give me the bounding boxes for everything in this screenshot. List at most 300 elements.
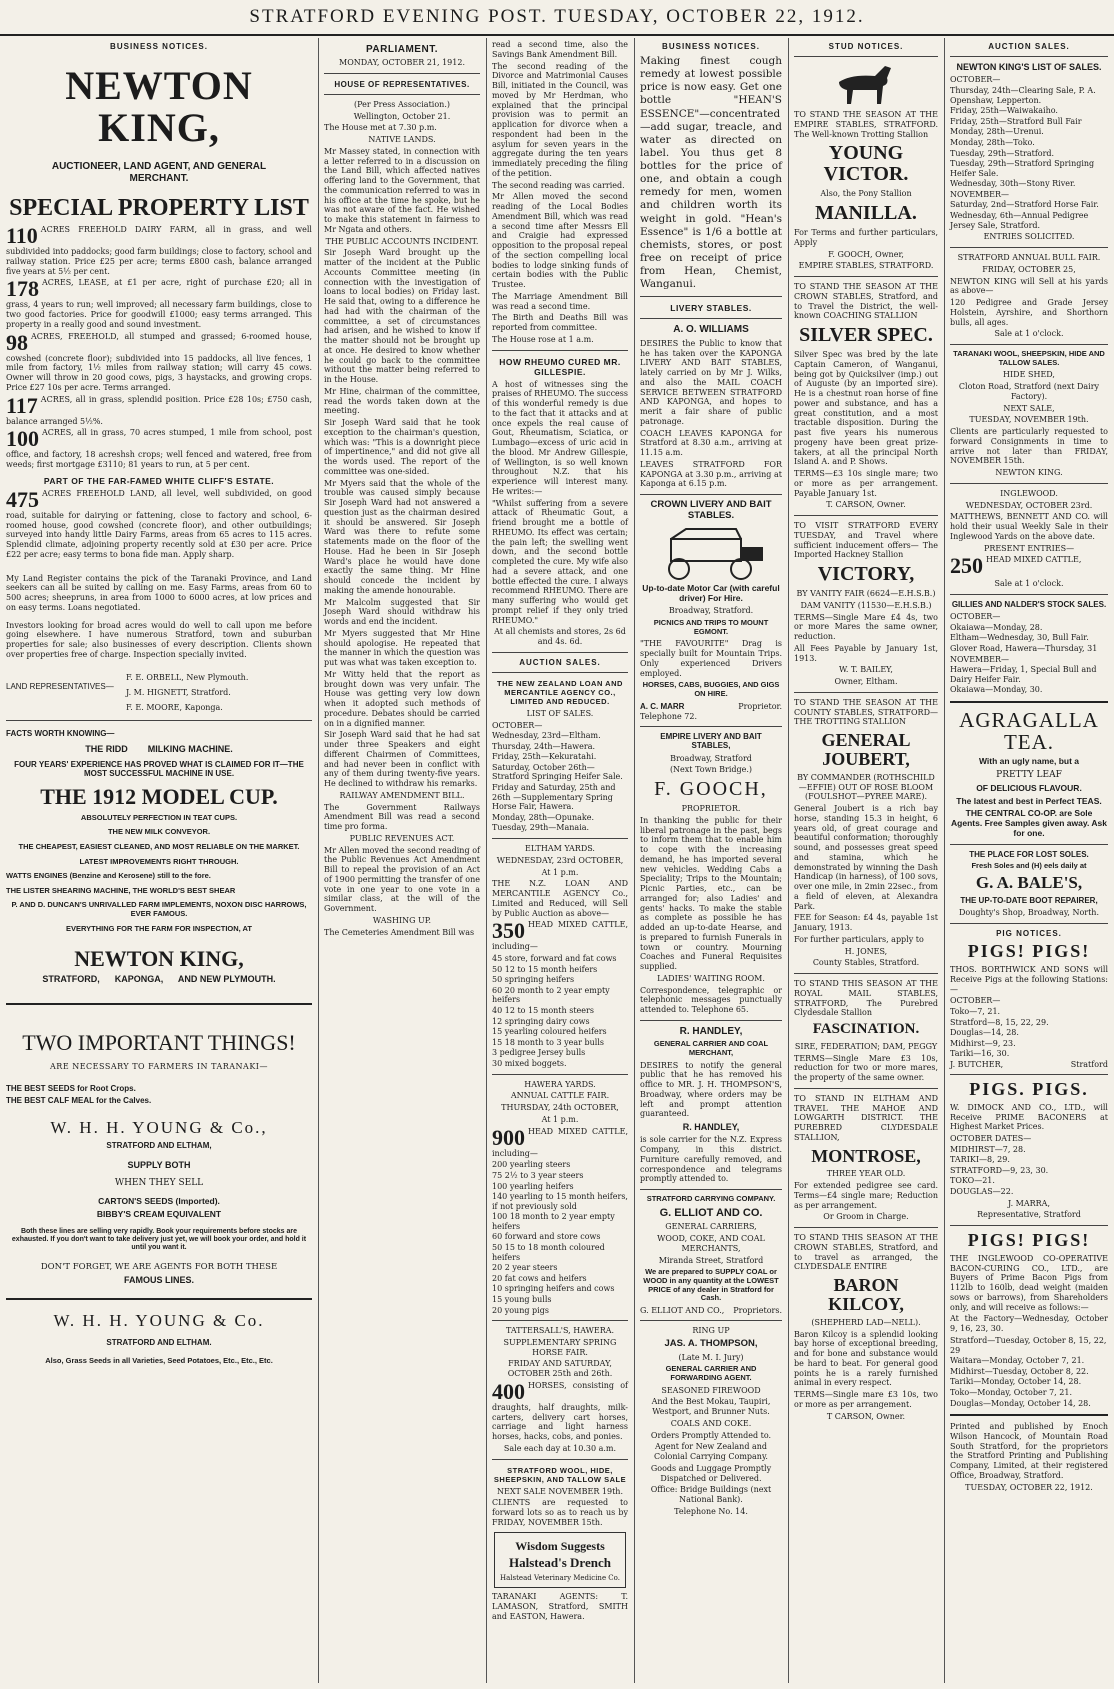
subheading: WASHING UP.	[372, 915, 432, 925]
advertiser-name: NEWTON KING,	[74, 946, 244, 972]
divider	[640, 726, 782, 727]
divider	[492, 350, 628, 351]
gooch-proprietor: PROPRIETOR.	[681, 804, 741, 814]
head-text: HEAD MIXED CATTLE,	[986, 555, 1082, 565]
wisdom-title: Wisdom Suggests	[515, 1538, 605, 1553]
horses	[492, 1378, 628, 1442]
head-number: 350	[492, 918, 525, 944]
station-entry: Waitara—Monday, October 7, 21.	[950, 1356, 1085, 1366]
divider	[6, 1003, 312, 1005]
pigs-title: PIGS. PIGS.	[969, 1078, 1089, 1099]
handley-name: R. HANDLEY,	[682, 1122, 740, 1133]
station-entry: Stratford—8, 15, 22, 29.	[950, 1017, 1049, 1027]
section-header: AUCTION SALES.	[988, 42, 1070, 51]
agragalla-line: THE CENTRAL CO-OP. are Sole Agents. Free Samples given away. Ask for one.	[951, 808, 1107, 838]
station-entry: TARIKI—8, 29.	[950, 1155, 1010, 1165]
station-entry: TOKO—21.	[950, 1176, 995, 1186]
fresh-line: Fresh Soles and (H) eels daily at	[971, 860, 1087, 870]
article-paragraph: Mr Malcolm suggested that Sir Joseph Ward should withdraw his words and end the incident.	[324, 597, 480, 626]
divider	[640, 318, 782, 319]
dam-line: DAM VANITY (11530—E.H.S.B.)	[800, 600, 932, 610]
column-stud-notices	[788, 38, 944, 1683]
divider	[950, 344, 1108, 345]
divider	[794, 276, 938, 277]
divider	[794, 1088, 938, 1089]
stallion-text: Baron Kilcoy is a splendid looking bay horse of exceptional breeding, and for bone and substance would be hard to beat. For general good points he is a rarely furnished animal in every respect.	[794, 1329, 938, 1388]
stock-item: 75 2½ to 3 year steers	[492, 1170, 584, 1180]
ladies-room: LADIES' WAITING ROOM.	[657, 973, 765, 983]
divider	[492, 1459, 628, 1460]
terms-line: TERMS—Single Mare £4 4s, two or more Mares the same owner, reduction.	[794, 612, 938, 641]
sale-entry: Thursday, 24th—Hawera.	[492, 741, 596, 751]
yards-date: WEDNESDAY, 23rd OCTOBER,	[496, 855, 624, 865]
sale-entry: Wednesday, 23rd—Eltham.	[492, 731, 601, 741]
stallion-name: MONTROSE,	[811, 1145, 921, 1166]
stock-item: 60 20 month to 2 year empty heifers	[492, 985, 610, 1005]
month-label: OCTOBER DATES—	[950, 1134, 1032, 1144]
elliot-name: G. ELLIOT AND CO.,	[640, 1305, 725, 1315]
wellington-line: Wellington, October 21.	[353, 111, 451, 121]
stock-item: 20 young pigs	[492, 1305, 549, 1315]
proprietor-label: Proprietor.	[738, 701, 782, 711]
article-paragraph: The second reading of the Divorce and Matrimonial Causes Bill, initiated in the Council, was moved by Mr Herdman, who explained that the principal provision was to permit an application for divorce when a respondent had been in the asylum for seven years in the aggregate during the ten years immediately preceding the filing of the petition.	[492, 61, 628, 178]
owner-line: H. JONES,	[844, 946, 888, 956]
sire-line: SIRE, FEDERATION; DAM, PEGGY	[794, 1041, 938, 1051]
house-heading: HOUSE OF REPRESENTATIVES.	[334, 79, 470, 89]
station-entry: Douglas—Monday, October 14, 28.	[950, 1398, 1091, 1408]
stud-intro: TO STAND THIS SEASON AT THE ROYAL MAIL STABLES, STRATFORD, The Purebred Clydesdale Stallion	[794, 979, 938, 1018]
article-paragraph: Sir Joseph Ward said that he took exception to the chairman's question, which was: "This is a downright piece of impertinence," and did not give all the words used. The report of the committee was one-sided.	[324, 418, 480, 476]
favourite-line: "THE FAVOURITE" Drag is specially built for Mountain Trips. Only experienced Drivers employed.	[640, 639, 782, 678]
borthwick-text: THOS. BORTHWICK AND SONS will Receive Pigs at the following Stations:—	[950, 965, 1108, 994]
head-text: HORSES, consisting of draughts, half draughts, milk-carters, delivery cart horses, carriage and light harness horses, hacks, cobs, and ponies.	[492, 1380, 628, 1442]
elliot-addr: Miranda Street, Stratford	[658, 1255, 764, 1265]
bale-addr: Doughty's Shop, Broadway, North.	[958, 908, 1099, 918]
column-news-auctions	[486, 38, 634, 1683]
inglewood-title: INGLEWOOD.	[1000, 488, 1058, 498]
column-parliament	[318, 38, 486, 1683]
handley-text: is sole carrier for the N.Z. Express Company, in this district. Furniture carefully removed, and correspondence and telegrams promptly attended to.	[640, 1135, 782, 1184]
acres-number: 475	[6, 486, 39, 512]
pigs-title: PIGS! PIGS!	[967, 941, 1091, 962]
divider	[492, 838, 628, 839]
bull-fair-title: STRATFORD ANNUAL BULL FAIR.	[957, 253, 1101, 262]
sale-entry: Thursday, 24th—Clearing Sale, P. A. Openshaw, Lepperton.	[950, 85, 1096, 105]
sale-entry: Monday, 28th—Toko.	[950, 137, 1035, 147]
month-label: OCTOBER—	[950, 75, 1001, 85]
marr-row	[640, 702, 782, 711]
broadway-line: Broadway, Stratford.	[668, 606, 754, 616]
horses-line: HORSES, CABS, BUGGIES, AND GIGS ON HIRE.	[642, 680, 780, 698]
carrying-title: STRATFORD CARRYING COMPANY.	[646, 1194, 776, 1204]
property-text: ACRES, all in grass, splendid position. Price £28 10s; £750 cash, balance arranged 5½%.	[6, 394, 312, 426]
clients-notice: CLIENTS are requested to forward lots so as to reach us by FRIDAY, NOVEMBER 15th.	[492, 1498, 628, 1527]
at-factory: At the Factory—Wednesday, October 9, 16, 23, 30.	[950, 1314, 1108, 1334]
property-listing	[6, 486, 312, 560]
office: Office: Bridge Buildings (next National Bank).	[650, 1485, 772, 1505]
marra-sub: Representative, Stratford	[977, 1210, 1081, 1220]
agragalla-line: PRETTY LEAF	[996, 769, 1062, 780]
further-line: For further particulars, apply to	[794, 934, 924, 944]
terms-line: TERMS—Single mare £3 10s, two or more as per arrangement.	[794, 1390, 938, 1409]
station-entry: STRATFORD—9, 23, 30.	[950, 1165, 1049, 1175]
list-of-sales: LIST OF SALES.	[526, 708, 594, 718]
article-paragraph: The Government Railways Amendment Bill was read a second time pro forma.	[324, 802, 480, 831]
yards-title: ELTHAM YARDS.	[525, 844, 595, 854]
property-text: ACRES, FREEHOLD, all stumped and grassed; 6-roomed house, cowshed (concrete floor); subdivided into 15 paddocks, all live fences, 1 mile from factory, 1½ miles from railway station; will carry 45 cows. Owner will throw in 20 good cows, pigs, 3 haystacks, and growing crops. Price £27 10s per acre. Terms arranged.	[6, 331, 312, 392]
divider	[794, 973, 938, 974]
stock-item: 15 yearling coloured heifers	[492, 1027, 607, 1037]
divider	[950, 483, 1108, 484]
gooch-text: In thanking the public for their liberal patronage in the past, begs to inform them that to enable him to cope with the increasing demand, he has imported several new vehicles. Wedding Cabs a Speciality; Trips to the Mountain; Picnic Parties, etc., can be arranged for; also Ladies' and gents' hacks. To make the stable as complete as possible he has added an up-to-date Hearse, and is prepared to furnish Funerals in town or country. Mourning Coaches and Funeral Requisites supplied.	[640, 815, 782, 972]
butcher-row	[950, 1060, 1108, 1069]
stock-item: 20 2 year steers	[492, 1263, 558, 1273]
necessary-line: ARE NECESSARY TO FARMERS IN TARANAKI—	[50, 1061, 268, 1071]
station-entry: MIDHIRST—7, 28.	[950, 1144, 1026, 1154]
telephone-line: Telephone No. 14.	[674, 1506, 748, 1516]
sale-entry: Eltham—Wednesday, 30, Bull Fair.	[950, 633, 1089, 643]
divider	[640, 1320, 782, 1321]
stock-item: 100 18 month to 2 year empty heifers	[492, 1212, 615, 1231]
subheading: RAILWAY AMENDMENT BILL.	[339, 790, 465, 800]
terms-line: TERMS—Single Mare £3 10s, reduction for two or more mares, the property of the same owner.	[794, 1053, 938, 1083]
sale-entry: Friday, 25th—Kekuratahi.	[492, 752, 597, 762]
pony-line: Also, the Pony Stallion	[820, 189, 912, 199]
two-things-title: TWO IMPORTANT THINGS!	[22, 1029, 296, 1055]
section-header: AUCTION SALES.	[519, 657, 601, 667]
stud-intro: TO VISIT STRATFORD EVERY TUESDAY, and Travel where sufficient inducement offers— The Imported Hackney Stallion	[794, 521, 938, 560]
halstead-ad	[494, 1532, 626, 1589]
sale-entry: Saturday, October 26th—Stratford Springing Heifer Sale.	[492, 762, 623, 782]
list-title: SPECIAL PROPERTY LIST	[9, 195, 309, 221]
divider	[950, 594, 1108, 595]
divider	[640, 1020, 782, 1021]
divider	[324, 73, 480, 74]
handley-sub: GENERAL CARRIER AND COAL MERCHANT,	[653, 1039, 769, 1057]
tattersall-title: TATTERSALL'S, HAWERA.	[505, 1326, 615, 1336]
correspondence: Correspondence, telegraphic or telephonic messages punctually attended to. Telephone 65.	[640, 985, 782, 1015]
horse-illustration	[831, 62, 901, 108]
acres-number: 178	[6, 276, 39, 302]
divider	[640, 494, 782, 495]
article-paragraph: The second reading was carried.	[492, 180, 625, 190]
article-paragraph: The Birth and Deaths Bill was reported from committee.	[492, 313, 628, 332]
butcher-loc: Stratford	[1070, 1059, 1108, 1069]
divider	[950, 56, 1108, 57]
model-line: WATTS ENGINES (Benzine and Kerosene) still to the fore.	[6, 871, 211, 881]
representative: F. E. MOORE, Kaponga.	[126, 703, 223, 713]
sale-entry: Friday and Saturday, 25th and 26th —Supplementary Spring Horse Fair, Hawera.	[492, 783, 616, 812]
agragalla-line: The latest and best in Perfect TEAS.	[956, 795, 1102, 806]
ring-up: RING UP	[692, 1325, 730, 1335]
inglewood-coop-text: THE INGLEWOOD CO-OPERATIVE BACON-CURING CO., LTD., are Buyers of Prime Bacon Pigs from 112lb to 160lb, dead weight (maiden sows or barrows), from Shareholders only, and will receive as follows:—	[950, 1253, 1108, 1312]
subheading: THE PUBLIC ACCOUNTS INCIDENT.	[325, 236, 479, 246]
marr-name: A. C. MARR	[640, 701, 685, 711]
terms-line: For Terms and further particulars, Apply	[794, 228, 938, 247]
sale-entry: Wednesday, 30th—Stony River.	[950, 179, 1076, 189]
sale-entry: Glover Road, Hawera—Thursday, 31	[950, 643, 1098, 653]
stallion-name: YOUNG VICTOR.	[823, 142, 909, 186]
elliot-row	[640, 1306, 782, 1315]
nk-signature: NEWTON KING.	[995, 468, 1063, 477]
divider	[640, 296, 782, 297]
groom-line: Or Groom in Charge.	[823, 1212, 909, 1222]
divider	[640, 1189, 782, 1190]
coal-line: We are prepared to SUPPLY COAL or WOOD in any quantity at the LOWEST PRICE of any dealer in Stratford for Cash.	[643, 1267, 779, 1303]
article-paragraph: Mr Allen moved the second reading of the Public Revenues Act Amendment Bill to repeal the provision of an Act of 1900 permitting the transfer of one vote in one year to one vote in a similar class, at the will of the Government.	[324, 845, 480, 913]
young-sub: STRATFORD AND ELTHAM,	[106, 1140, 212, 1150]
property-listing	[6, 329, 312, 393]
famous-line: FAMOUS LINES.	[123, 1275, 194, 1286]
cartons-line: CARTON'S SEEDS (Imported).	[98, 1196, 220, 1207]
sale-entry: Okaiawa—Monday, 28.	[950, 622, 1043, 632]
next-sale: NEXT SALE,	[1003, 403, 1055, 413]
wool-title: STRATFORD WOOL, HIDE, SHEEPSKIN, AND TALLOW SALE	[493, 1465, 627, 1484]
stallion-text: Silver Spec was bred by the late Captain Cameron, of Wanganui, being got by Quicksilver (imp.) out of Auguste (by an imported sire). He is a chestnut roan horse of fine power and substance, and has a great constitution, and a most tractable disposition. During the past five years his numerous progeny have been great prize-takers, at all the principal North Island A. and P. Shows.	[794, 350, 938, 467]
bale-name: G. A. BALE'S,	[975, 873, 1083, 893]
supp-date: FRIDAY AND SATURDAY, OCTOBER 25th and 26th.	[507, 1359, 613, 1379]
sale-entry: Okaiawa—Monday, 30.	[950, 685, 1043, 695]
fees-line: FEE for Season: £4 4s, payable 1st January, 1913.	[794, 913, 938, 933]
column-auction-sales	[944, 38, 1114, 1683]
owner-line: T. CARSON, Owner.	[826, 500, 906, 510]
station-entry: Midhirst—Tuesday, October 8, 22.	[950, 1366, 1089, 1376]
article-paragraph: Mr Myers suggested that Mr Hine should apologise. He repeated that the manner in which the question was put was what was taken exception to.	[324, 628, 480, 667]
property-text: ACRES FREEHOLD LAND, all level, well subdivided, on good road, suitable for dairying or fattening, close to factory and school, 6-roomed house, good cowshed (concrete floor), and other outbuildings; surveyed into handy little Dairy Farms, areas from 65 acres to 115 acres. Splendid climate, adjoining property recently sold at £30 per acre. Price £22 per acre; easy terms to bona fide man. Apply sharp.	[6, 488, 312, 559]
divider	[950, 701, 1108, 703]
stallion-name: VICTORY,	[817, 563, 915, 585]
sale-entry: Wednesday, 6th—Annual Pedigree Jersey Sale, Stratford.	[950, 211, 1089, 230]
divider	[950, 923, 1108, 924]
agent: Agent for New Zealand and Colonial Carrying Company.	[654, 1442, 768, 1462]
yards-title: HAWERA YARDS.	[524, 1079, 596, 1089]
model-cup-title: THE 1912 MODEL CUP.	[40, 783, 278, 809]
property-text: ACRES, all in grass, 70 acres stumped, 1 mile from school, post office, and factory, 18 acreshsh crops; well fenced and watered, free from weeds; first mortgage £3110; 81 years to run, at 5 per cent.	[6, 428, 312, 470]
sale-entry: Monday, 28th—Urenui.	[950, 127, 1044, 137]
motor-line: Up-to-date Motor Car (with careful driver) For Hire.	[642, 582, 780, 603]
forwarding-line: GENERAL CARRIER AND FORWARDING AGENT.	[665, 1364, 757, 1382]
stallion-name: GENERAL JOUBERT,	[821, 730, 911, 769]
stables-line: County Stables, Stratford.	[812, 958, 920, 968]
sale-entry: Tuesday, 29th—Stratford.	[950, 148, 1055, 158]
empire-title: EMPIRE LIVERY AND BAIT STABLES,	[660, 732, 762, 751]
williams-text: DESIRES the Public to know that he has taken over the KAPONGA LIVERY AND BAIT STABLES, lately carried on by Mr J. Wilks, and also the MAIL COACH SERVICE BETWEEN STRATFORD AND KAPONGA, and hopes to merit a fair share of public patronage.	[640, 338, 782, 426]
stud-intro: TO STAND THE SEASON AT THE COUNTY STABLES, STRATFORD— THE TROTTING STALLION	[794, 697, 938, 727]
sale-entry: Tuesday, 29th—Manaia.	[492, 823, 590, 833]
divider	[950, 1074, 1108, 1075]
stock-item: 15 young bulls	[492, 1295, 552, 1305]
section-header: PARLIAMENT.	[366, 44, 438, 55]
picnics-line: PICNICS AND TRIPS TO MOUNT EGMONT.	[653, 618, 769, 636]
empire-next: (Next Town Bridge.)	[669, 765, 753, 775]
coach-line: COACH LEAVES KAPONGA for Stratford at 8.30 a.m., arriving at 11.15 a.m.	[640, 428, 782, 457]
agragalla-line: OF DELICIOUS FLAVOUR.	[976, 782, 1082, 793]
divider	[492, 672, 628, 673]
gooch-name: F. GOOCH,	[654, 778, 768, 801]
seeds-line: THE BEST CALF MEAL for the Calves.	[6, 1095, 152, 1105]
representative: F. E. ORBELL, New Plymouth.	[126, 672, 249, 682]
parliament-date: MONDAY, OCTOBER 21, 1912.	[339, 58, 465, 67]
model-line: EVERYTHING FOR THE FARM FOR INSPECTION, AT	[66, 923, 252, 933]
property-text: ACRES FREEHOLD DAIRY FARM, all in grass, and well subdivided into paddocks; good farm buildings; close to factory, school and railway station. Price £25 per acre; terms £800 cash, balance arranged five years at 5½ per cent.	[6, 225, 312, 276]
divider	[950, 247, 1108, 248]
imprint: Printed and published by Enoch Wilson Hancock, of Mountain Road South Stratford, for the proprietors the Stratford Printing and Publishing Company, Limited, at their registered Office, Broadway, Stratford.	[950, 1422, 1108, 1480]
yards-time: At 1 p.m.	[541, 867, 579, 877]
bull-fair-items: 120 Pedigree and Grade Jersey Holstein, Ayrshire, and Shorthorn bulls, all ages.	[950, 298, 1108, 327]
inglewood-date: WEDNESDAY, OCTOBER 23rd.	[965, 500, 1093, 510]
elliot-sub: GENERAL CARRIERS,	[665, 1222, 757, 1232]
owner-line: W. T. BAILEY,	[839, 665, 893, 675]
article-paragraph: Mr Massey stated, in connection with a letter referred to in a discussion on the Land Bill, which affected natives offering land to the Government, that the communication referred to was in his office at the time he spoke, but he was not aware of the fact. He wished to make this statement in fairness to Mr Ngata and others.	[324, 146, 480, 234]
halstead-title: Halstead's Drench	[509, 1555, 611, 1571]
divider	[794, 1227, 938, 1228]
matthews-text: MATTHEWS, BENNETT AND CO. will hold their usual Weekly Sale in their Inglewood Yards on the above date.	[950, 512, 1108, 541]
stock-item: 12 springing dairy cows	[492, 1016, 590, 1026]
empire-addr: Broadway, Stratford	[670, 753, 752, 763]
model-line: ABSOLUTELY PERFECTION IN TEAT CUPS.	[80, 812, 238, 822]
livery-header: LIVERY STABLES.	[670, 303, 752, 314]
sale-entry: Hawera—Friday, 1, Special Bull and Dairy Heifer Fair.	[950, 665, 1097, 684]
entries-line: ENTRIES SOLICITED.	[983, 232, 1075, 242]
williams-name: A. O. WILLIAMS	[673, 324, 749, 336]
model-line: LATEST IMPROVEMENTS RIGHT THROUGH.	[79, 856, 239, 866]
station-entry: Toko—7, 21.	[950, 1006, 1001, 1016]
divider	[6, 1298, 312, 1300]
thompson-sub: (Late M. I. Jury)	[678, 1352, 744, 1362]
model-line: THE CHEAPEST, EASIEST CLEANED, AND MOST RELIABLE ON THE MARKET.	[18, 841, 300, 851]
property-listing	[6, 278, 312, 329]
model-line: THE LISTER SHEARING MACHINE, THE WORLD'S BEST SHEAR	[6, 885, 236, 895]
present-entries: PRESENT ENTRIES—	[983, 543, 1075, 553]
land-representatives	[6, 670, 312, 716]
both-lines-text: Both these lines are selling very rapidly. Book your requirements before stocks are exhausted. If you don't want to take delivery just yet, we will book your order, and hold it until you want it.	[11, 1227, 307, 1251]
masthead: STRATFORD EVENING POST. TUESDAY, OCTOBER 22, 1912.	[0, 0, 1114, 36]
heans-ad: Making finest cough remedy at lowest possible price is now easy. Get one bottle "HEAN'S ESSENCE"—concentrated—add sugar, treacle, and water as directed on label. You thus get 8 bottles for the price of one, and obtain a cough remedy for men, women and children worth its weight in gold. "Hean's Essence" is 1/6 a bottle at chemists, stores, or post free on receipt of price from Hean, Chemist, Wanganui.	[640, 55, 782, 291]
stock-item: 20 fat cows and heifers	[492, 1273, 587, 1283]
dont-forget-line: DON'T FORGET, WE ARE AGENTS FOR BOTH THESE	[40, 1262, 278, 1273]
towns: STRATFORD, KAPONGA, AND NEW PLYMOUTH.	[42, 974, 276, 985]
agents-line: TARANAKI AGENTS: T. LAMASON, Stratford, SMITH and EASTON, Hawera.	[492, 1592, 628, 1621]
divider	[950, 1225, 1108, 1226]
goods: Goods and Luggage Promptly Dispatched or Delivered.	[650, 1463, 772, 1483]
bale-sub: THE UP-TO-DATE BOOT REPAIRER,	[960, 896, 1098, 906]
article-paragraph: Sir Joseph Ward said that he had sat under three Speakers and eight different Chairmen of Committees, and had never been in conflict with any of them during twenty-five years. He declined to withdraw his remarks.	[324, 730, 480, 788]
stallion-text: General Joubert is a rich bay horse, standing 15.3 in height, 6 years old, of great courage and beautiful conformation; thoroughly sound, and possesses great speed and stamina, which he demonstrated by winning the Dash Handicap (in harness), of 100 sovs, over one mile, in 2min 22sec., from a field of eleven, at Alexandra Park.	[794, 804, 938, 911]
gillies-title: GILLIES AND NALDER'S STOCK SALES.	[951, 600, 1107, 609]
head-number: 250	[950, 553, 983, 579]
agragalla-title: AGRAGALLA TEA.	[959, 707, 1099, 754]
advertiser-subtitle: AUCTIONEER, LAND AGENT, AND GENERAL MERCHANT.	[51, 161, 267, 184]
firewood: SEASONED FIREWOOD	[661, 1385, 761, 1395]
agency-title: THE NEW ZEALAND LOAN AND MERCANTILE AGENCY CO., LIMITED AND REDUCED.	[497, 678, 623, 706]
station-entry: Midhirst—9, 23.	[950, 1038, 1016, 1048]
head-cattle	[492, 1124, 628, 1159]
section-header: BUSINESS NOTICES.	[662, 42, 760, 51]
soles-title: THE PLACE FOR LOST SOLES.	[969, 849, 1089, 859]
halstead-co: Halstead Veterinary Medicine Co.	[500, 1573, 620, 1582]
article-paragraph: Mr Allen moved the second reading of the Local Bodies Amendment Bill, which was read a second time after Messrs Ell and Craigie had expressed opposition to the proposal repeal of the section compelling local bodies to lodge sinking funds of certain bodies with the Public Trustee.	[492, 192, 628, 289]
stables-line: EMPIRE STABLES, STRATFORD.	[798, 261, 934, 271]
next-sale: NEXT SALE NOVEMBER 19th.	[497, 1486, 623, 1496]
stallion-name: SILVER SPEC.	[799, 324, 933, 346]
property-listing	[6, 428, 312, 470]
divider	[950, 1414, 1108, 1416]
handley-text: DESIRES to notify the general public that he has removed his office to MR. J. H. THOMPSON'S, Broadway, where orders may be left and prompt attention guaranteed.	[640, 1060, 782, 1119]
article-paragraph: Mr Hine, chairman of the committee, read the words taken down at the meeting.	[324, 386, 480, 416]
yards-date: THURSDAY, 24th OCTOBER,	[501, 1103, 619, 1113]
stock-item: 3 pedigree Jersey bulls	[492, 1048, 586, 1058]
stock-item: 30 mixed boggets.	[492, 1058, 567, 1068]
facts-heading: FACTS WORTH KNOWING—	[6, 729, 115, 739]
representatives-label: LAND REPRESENTATIVES—	[6, 681, 114, 691]
bull-fair-text: NEWTON KING will Sell at his yards as above—	[950, 276, 1108, 296]
sale-time: Sale at 1 o'clock.	[994, 579, 1064, 589]
acres-number: 110	[6, 223, 38, 249]
head-cattle	[950, 555, 1108, 577]
firewood-text: And the Best Mokau, Taupiri, Westport, and Brunner Nuts.	[651, 1397, 771, 1417]
imprint-date: TUESDAY, OCTOBER 22, 1912.	[965, 1482, 1093, 1492]
station-entry: Toko—Monday, October 7, 21.	[950, 1387, 1072, 1397]
head-text: HEAD MIXED CATTLE, including—	[492, 920, 628, 952]
property-listing	[6, 225, 312, 276]
article-paragraph: Mr Witty held that the report as brought down was very unfair. The House was getting very low down when it adopted such methods of procedure. Debates should be carried on in a dignified manner.	[324, 669, 480, 728]
section-header: BUSINESS NOTICES.	[110, 42, 208, 51]
section-header: STUD NOTICES.	[828, 42, 904, 51]
age-line: THREE YEAR OLD.	[826, 1169, 906, 1179]
stock-item: 100 yearling heifers	[492, 1181, 574, 1191]
young-name: W. H. H. YOUNG & Co.,	[50, 1118, 268, 1137]
agragalla-line: With an ugly name, but a	[978, 756, 1080, 767]
month-label: OCTOBER—	[950, 612, 1001, 622]
stud-intro: TO STAND THIS SEASON AT THE CROWN STABLES, Stratford, and to travel as arranged, the CLYDESDALE ENTIRE	[794, 1233, 938, 1272]
article-paragraph: read a second time, also the Savings Bank Amendment Bill.	[492, 40, 628, 59]
sale-time: Sale at 1 o'clock.	[994, 329, 1064, 339]
elliot-name: G. ELLIOT AND CO.	[659, 1206, 763, 1219]
dimock-text: W. DIMOCK AND CO., LTD., will Receive PRIME BACONERS at Highest Market Prices.	[950, 1102, 1108, 1132]
rheumo-title: HOW RHEUMO CURED MR. GILLESPIE.	[499, 356, 621, 377]
stock-item: 140 yearling to 15 month heifers, if not previously sold	[492, 1192, 628, 1211]
clients-notice: Clients are particularly requested to forward Consignments in time to arrive not later than FRIDAY, NOVEMBER 15th.	[950, 427, 1108, 466]
head-number: 900	[492, 1124, 525, 1150]
sale-entry: Friday, 25th—Stratford Bull Fair	[950, 116, 1082, 126]
acres-number: 100	[6, 426, 39, 452]
owner-line: T CARSON, Owner.	[826, 1411, 906, 1421]
article-paragraph: Mr Myers said that the whole of the trouble was caused simply because Sir Joseph Ward had not answered a question just as the chairman desired it should be answered. Sir Joseph Ward was there to refute some statements made on the floor of the House. Had he been in Sir Joseph Ward's place he would have done exactly the same thing. Mr Hine should concede the incident by making the amende honourable.	[324, 478, 480, 595]
land-register-text: My Land Register contains the pick of the Taranaki Province, and Land seekers can all be suited by calling on me. Easy Farms, areas from 60 to 500 acres; sheepruns, in area from 1000 to 6000 acres, at low prices and on easy terms. Loans negotiated.	[6, 573, 312, 612]
investors-text: Investors looking for broad acres would do well to call upon me before going elsewhere. I have numerous Stratford, town and suburban properties for sale; also businesses of every description. Clients shown over properties free of charge. Inspection specially invited.	[6, 620, 312, 659]
article-paragraph: A host of witnesses sing the praises of RHEUMO. The success of this wonderful remedy is due to the fact that it attacks and at once expels the real cause of Gout, Rheumatism, Sciatica, or Lumbago—excess of uric acid in the blood. Mr Andrew Gillespie, of Wellington, is so well known throughout N.Z. that his experience will interest many. He writes:—	[492, 379, 628, 496]
divider	[492, 1320, 628, 1321]
month-label: NOVEMBER—	[950, 189, 1009, 199]
station-entry: DOUGLAS—22.	[950, 1187, 1014, 1196]
stud-intro: TO STAND IN ELTHAM AND TRAVEL THE MAHOE AND LOWGARTH DISTRICT. THE PUREBRED CLYDESDALE STALLION,	[794, 1093, 938, 1142]
handley-name: R. HANDLEY,	[679, 1025, 743, 1037]
rheumo-sold: At all chemists and stores, 2s 6d and 4s. 6d.	[494, 627, 626, 646]
stallion-text: For extended pedigree see card. Terms—£4 single mare; Reduction as per arrangement.	[794, 1181, 938, 1210]
head-cattle	[492, 920, 628, 952]
head-number: 400	[492, 1378, 525, 1404]
stallion-name: BARON KILCOY,	[828, 1275, 904, 1315]
fair-title: ANNUAL CATTLE FAIR.	[510, 1091, 610, 1101]
thompson-name: JAS. A. THOMPSON,	[664, 1337, 758, 1349]
month-label: OCTOBER—	[492, 720, 543, 730]
sire-line: BY COMMANDER (ROTHSCHILD—EFFIE) OUT OF ROSE BLOOM (FOULSHOT—PYREE MARE).	[797, 772, 935, 802]
stock-item: 60 forward and store cows	[492, 1232, 601, 1242]
article-paragraph: The House met at 7.30 p.m.	[324, 123, 437, 133]
divider	[492, 652, 628, 653]
coals: COALS AND COKE.	[670, 1418, 752, 1428]
article-paragraph: "Whilst suffering from a severe attack of Rheumatic Gout, a friend brought me a bottle of RHEUMO. Its effect was certain; the pain left; the swelling went down, and the second bottle completed the cure. My wife also had a severe attack, and one bottle effected the cure. I always recommend RHEUMO. There are many suffering who would get prompt relief if they only tried RHEUMO."	[492, 498, 628, 625]
